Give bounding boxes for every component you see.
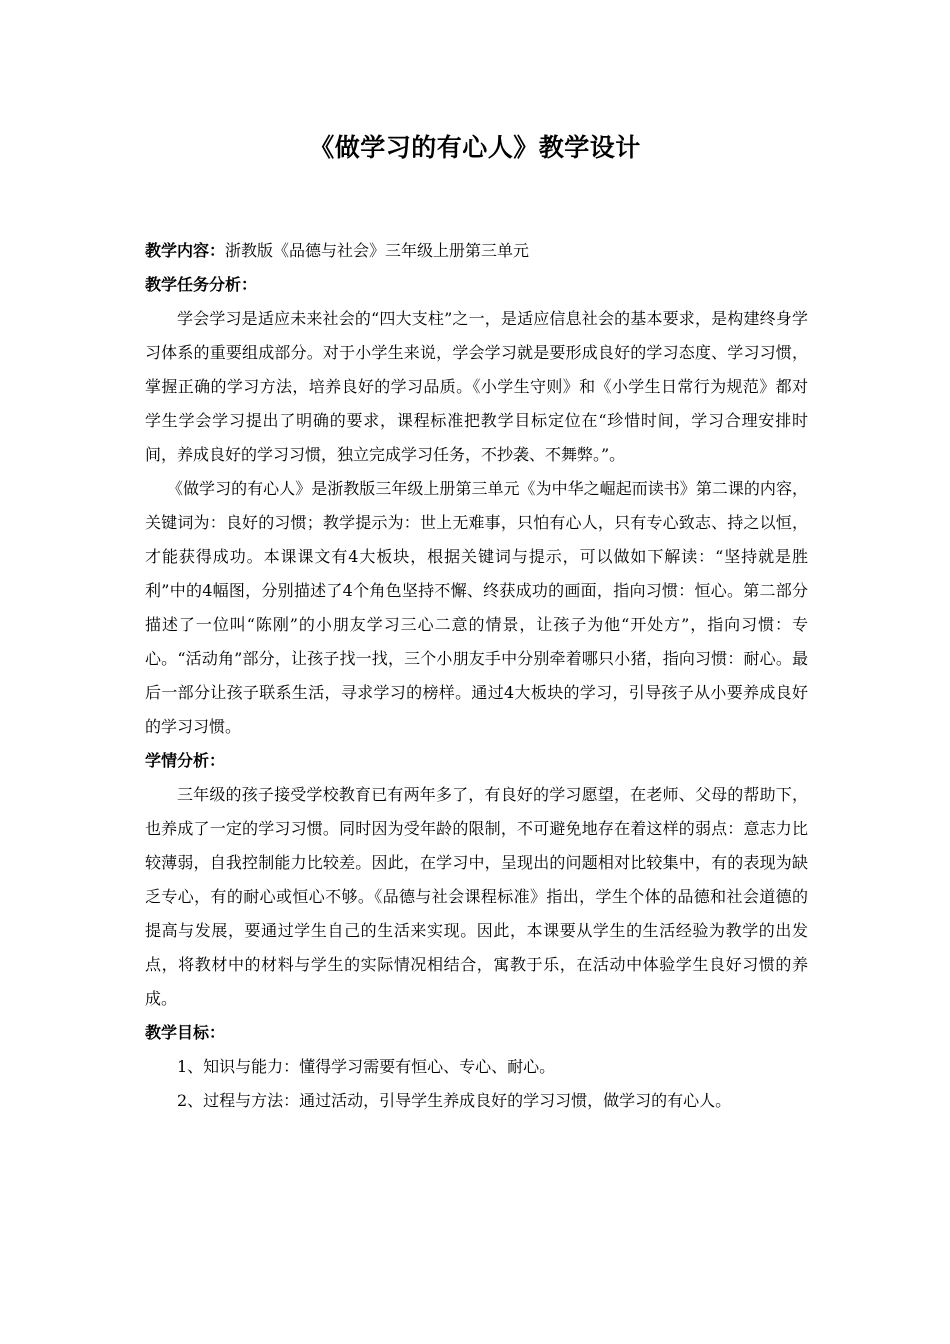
objective-item-1: 1、知识与能力：懂得学习需要有恒心、专心、耐心。: [177, 1057, 556, 1076]
teaching-content-line: [145, 234, 808, 268]
teaching-content-label: 教学内容：: [145, 241, 226, 260]
teaching-content-text: 浙教版《品德与社会》三年级上册第三单元: [225, 241, 530, 260]
objective-item-2: 2、过程与方法：通过活动，引导学生养成良好的学习习惯，做学习的有心人。: [177, 1091, 732, 1110]
objectives-heading: 教学目标：: [145, 1023, 226, 1042]
document-body: [145, 234, 808, 1118]
task-analysis-paragraph-1: 学会学习是适应未来社会的“四大支柱”之一，是适应信息社会的基本要求，是构建终身学习体系的重要组成部分。对于小学生来说，学会学习就是要形成良好的学习态度、学习习惯，掌握正确的学习方法，培养良好的学习品质。《小学生守则》和《小学生日常行为规范》都对学生学会学习提出了明确的要求，课程标准把教学目标定位在“珍惜时间，学习合理安排时间，养成良好的学习习惯，独立完成学习任务，不抄袭、不舞弊。”。: [145, 309, 808, 464]
task-analysis-heading: 教学任务分析：: [145, 275, 258, 294]
document-title: 《做学习的有心人》教学设计: [309, 133, 641, 162]
learner-analysis-heading: 学情分析：: [145, 751, 226, 770]
learner-analysis-paragraph: 三年级的孩子接受学校教育已有两年多了，有良好的学习愿望，在老师、父母的帮助下，也养成了一定的学习习惯。同时因为受年龄的限制，不可避免地存在着这样的弱点：意志力比较薄弱，自我控制能力比较差。因此，在学习中，呈现出的问题相对比较集中，有的表现为缺乏专心，有的耐心或恒心不够。《品德与社会课程标准》指出，学生个体的品德和社会道德的提高与发展，要通过学生自己的生活来实现。因此，本课要从学生的生活经验为教学的出发点，将教材中的材料与学生的实际情况相结合，寓教于乐，在活动中体验学生良好习惯的养成。: [145, 785, 808, 1008]
task-analysis-paragraph-2: 《做学习的有心人》是浙教版三年级上册第三单元《为中华之崛起而读书》第二课的内容，关键词为：良好的习惯；教学提示为：世上无难事，只怕有心人，只有专心致志、持之以恒，才能获得成功。本课课文有4大板块，根据关键词与提示，可以做如下解读：“坚持就是胜利”中的4幅图，分别描述了4个角色坚持不懈、终获成功的画面，指向习惯：恒心。第二部分描述了一位叫“陈刚”的小朋友学习三心二意的情景，让孩子为他“开处方”，指向习惯：专心。“活动角”部分，让孩子找一找，三个小朋友手中分别牵着哪只小猪，指向习惯：耐心。最后一部分让孩子联系生活，寻求学习的榜样。通过4大板块的学习，引导孩子从小要养成良好的学习习惯。: [145, 479, 808, 736]
